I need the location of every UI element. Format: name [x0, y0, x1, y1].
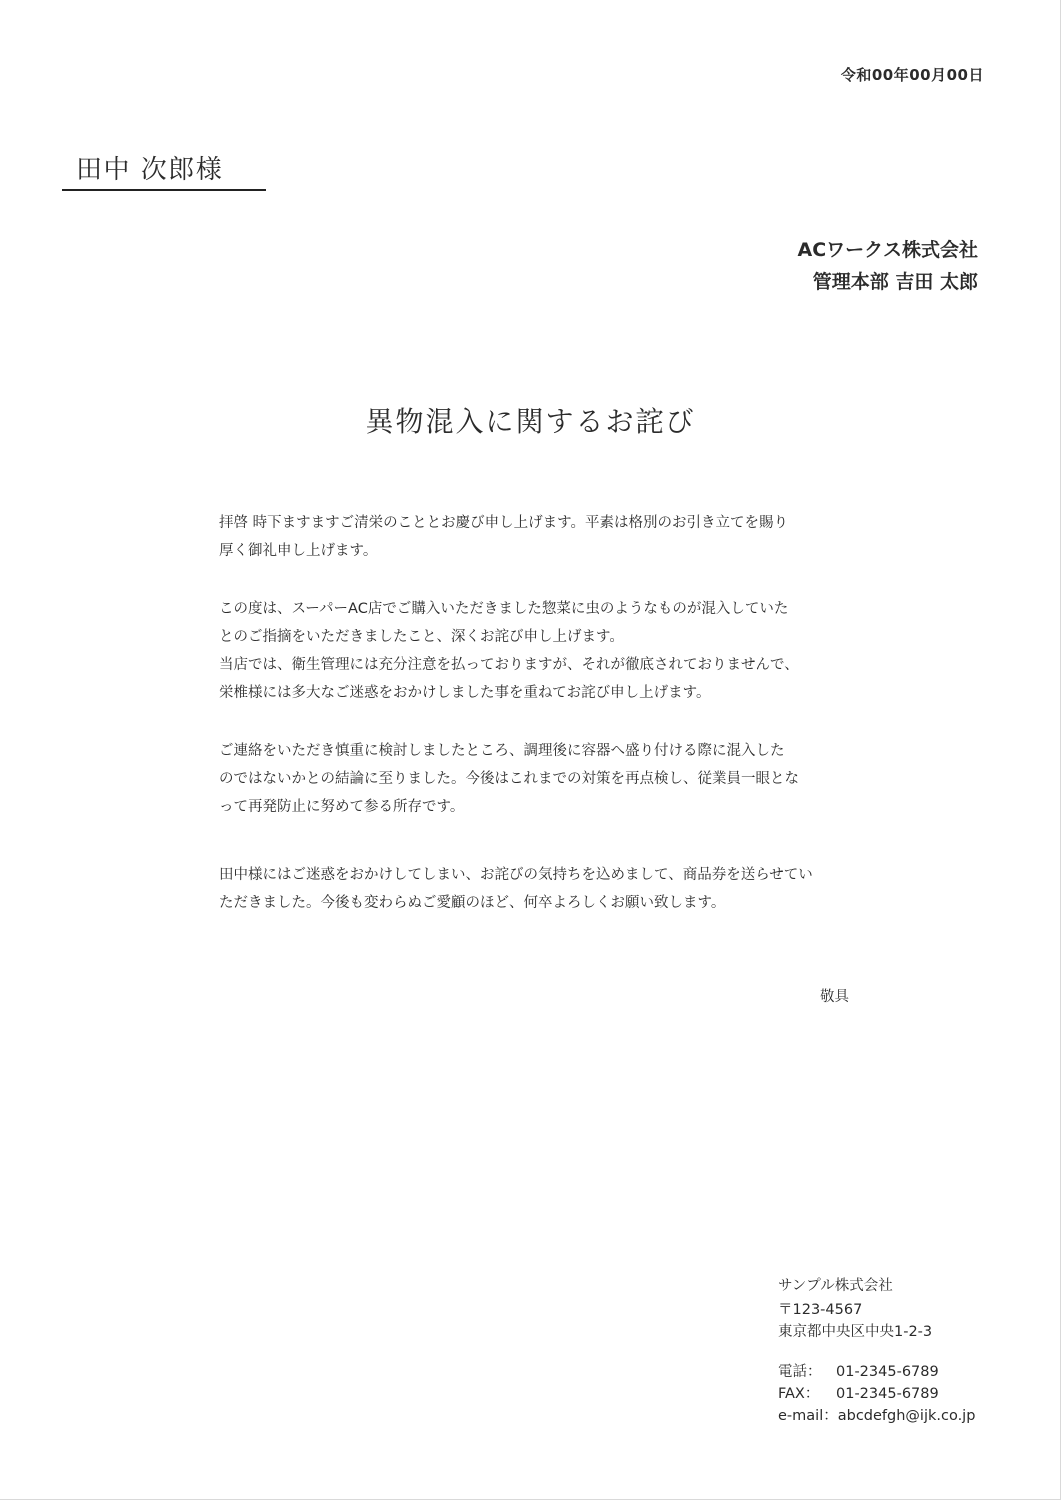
letter-title: 異物混入に関するお詫び: [365, 405, 696, 438]
letter-date: 令和00年00月00日: [840, 66, 984, 84]
footer-postal: 〒123-4567: [778, 1302, 863, 1318]
body-line: とのご指摘をいただきましたこと、深くお詫び申し上げます。: [219, 629, 624, 645]
body-line: この度は、スーパーAC店でご購入いただきました惣菜に虫のようなものが混入していた: [219, 601, 789, 617]
sender-company: ACワークス株式会社: [797, 239, 978, 261]
footer-address: 東京都中央区中央1-2-3: [778, 1324, 933, 1340]
phone-number: 01-2345-6789: [836, 1364, 939, 1380]
body-line: 当店では、衛生管理には充分注意を払っておりますが、それが徹底されておりませんで、: [219, 657, 799, 673]
email-label: e-mail：: [778, 1408, 838, 1424]
phone-label: 電話：: [778, 1364, 822, 1380]
fax-number: 01-2345-6789: [836, 1386, 939, 1402]
closing-word: 敬具: [820, 989, 849, 1005]
email-row: [778, 1405, 975, 1427]
body-line: ただきました。今後も変わらぬご愛顧のほど、何卒よろしくお願い致します。: [219, 895, 726, 911]
footer-contact: [778, 1275, 975, 1427]
recipient-block: [62, 145, 266, 191]
recipient-name: 田中 次郎様: [76, 155, 224, 185]
paragraph-compensation: [219, 861, 813, 917]
body-line: って再発防止に努めて参る所存です。: [219, 799, 465, 815]
body-line: のではないかとの結論に至りました。今後はこれまでの対策を再点検し、従業員一眼とな: [219, 771, 799, 787]
body-line: 厚く御礼申し上げます。: [219, 543, 378, 559]
fax-row: [778, 1383, 975, 1405]
email-address: abcdefgh@ijk.co.jp: [837, 1408, 976, 1424]
fax-label: FAX：: [778, 1386, 820, 1402]
body-line: ご連絡をいただき慎重に検討しましたところ、調理後に容器へ盛り付ける際に混入した: [219, 743, 785, 759]
paragraph-greeting: [219, 509, 788, 565]
footer-company: サンプル株式会社: [778, 1278, 893, 1294]
footer-spacer: [778, 1343, 975, 1361]
body-line: 田中様にはご迷惑をおかけしてしまい、お詫びの気持ちを込めまして、商品券を送らせてい: [219, 867, 813, 883]
sender-person: 管理本部 吉田 太郎: [812, 271, 978, 293]
phone-row: [778, 1361, 975, 1383]
body-line: 拝啓 時下ますますご清栄のこととお慶び申し上げます。平素は格別のお引き立てを賜り: [219, 515, 788, 531]
body-line: 栄椎様には多大なご迷惑をおかけしました事を重ねてお詫び申し上げます。: [219, 685, 711, 701]
sender-block: [798, 234, 978, 298]
paragraph-apology: [219, 595, 799, 707]
paragraph-investigation: [219, 737, 799, 821]
